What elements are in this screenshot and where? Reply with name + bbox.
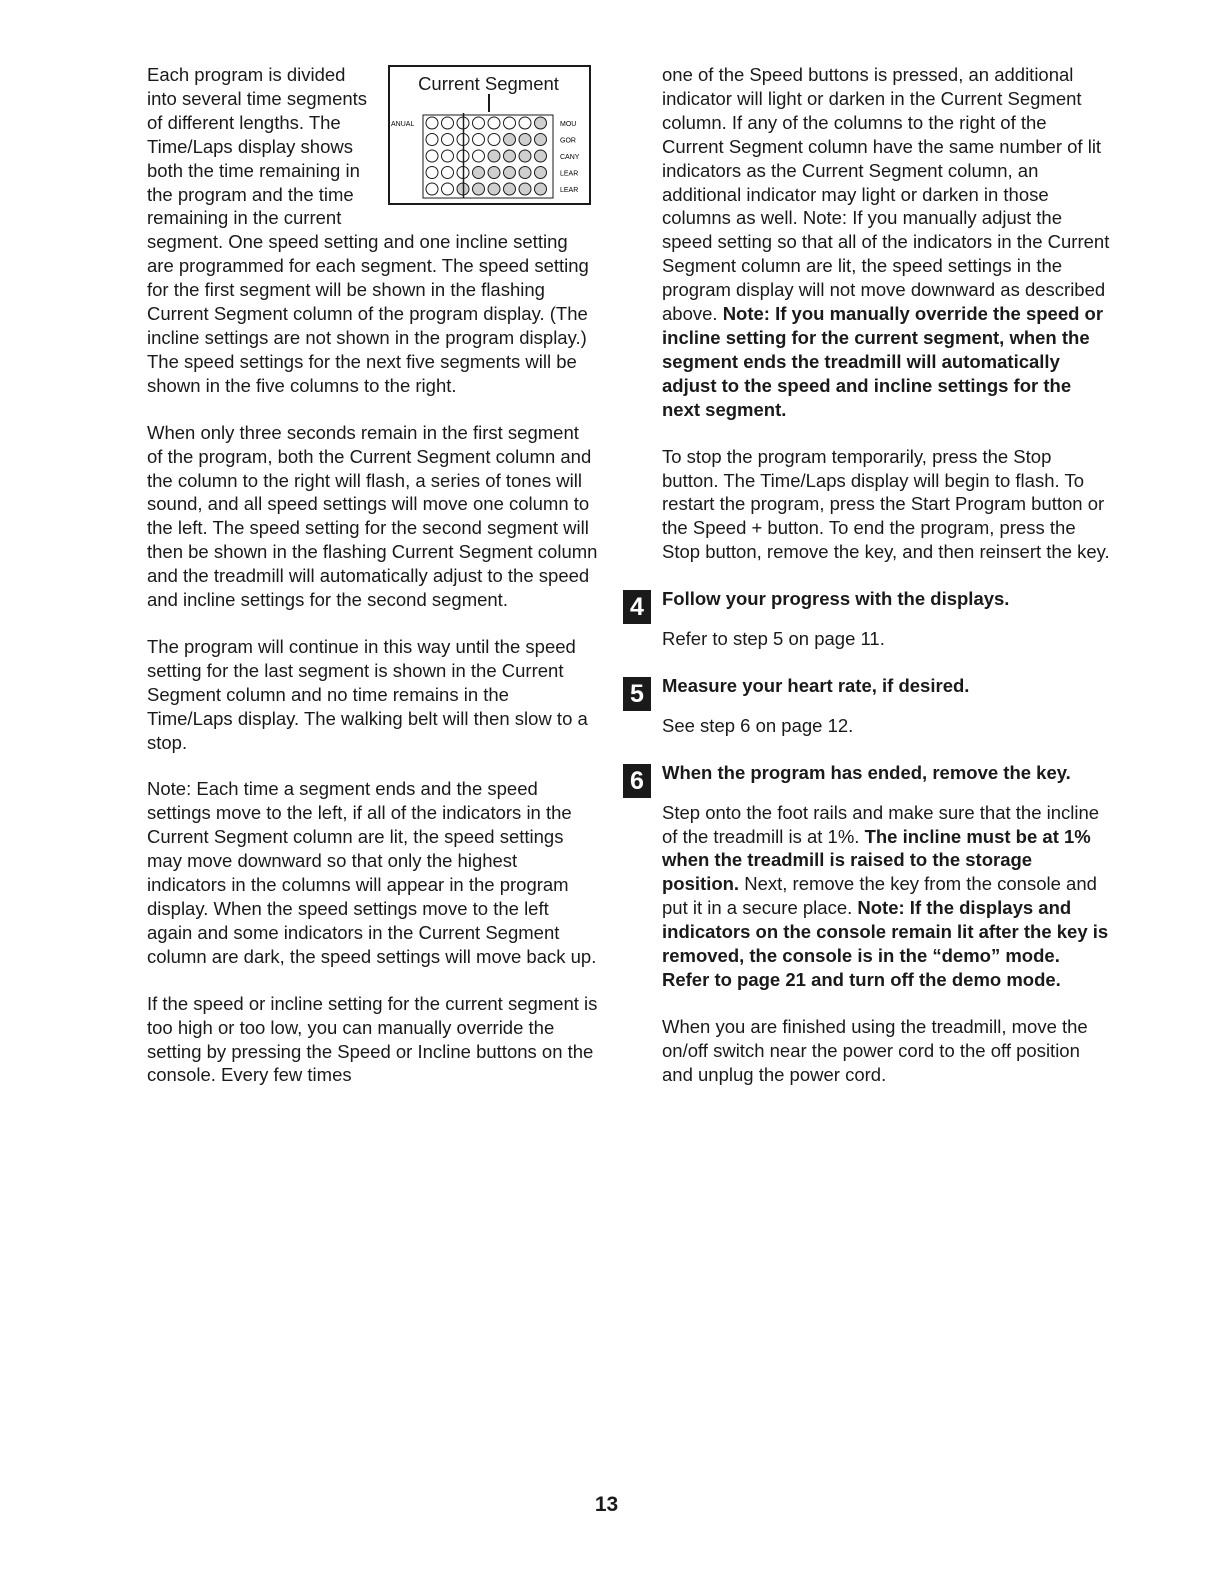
indicator-light — [504, 134, 516, 146]
indicator-light — [488, 134, 500, 146]
indicator-light — [504, 117, 516, 129]
step-title: Follow your progress with the displays. — [662, 588, 1010, 610]
step-5-text: See step 6 on page 12. — [662, 714, 854, 736]
figure-pointer-line — [488, 94, 490, 112]
paragraph-program-end: The program will continue in this way until the speed setting for the last segment is shown in the Current Segment column and no time remains in the Time/Laps display. The walking belt will then slow to a stop. — [147, 635, 588, 753]
step-number-badge: 4 — [623, 590, 651, 624]
step-title: Measure your heart rate, if desired. — [662, 674, 970, 696]
paragraph-stop-program: To stop the program temporarily, press the Stop button. The Time/Laps display will begin to flash. To restart the program, press the Start Program button or the Speed + button. To end the program, press the Stop button, remove the key, and then reinsert the key. — [662, 445, 1110, 563]
step-number-badge: 5 — [623, 677, 651, 711]
paragraph-manual-override: If the speed or incline setting for the current segment is too high or too low, you can manually override the setting by pressing the Speed or Incline buttons on the console. Every few times — [147, 992, 598, 1086]
indicator-light — [426, 167, 438, 179]
program-label: LEAR — [560, 170, 579, 178]
indicator-light — [519, 134, 531, 146]
indicator-light — [442, 167, 454, 179]
indicator-light — [535, 150, 547, 162]
indicator-light — [442, 117, 454, 129]
program-label: ANUAL — [391, 121, 415, 128]
intro-paragraph: Current Segment ANUAL MOU GOR CANY LEAR LEAR Each program is divided into several time segments of different lengths. The Time/Laps display shows both the time remaining in the program and the time remaining in the current segment. One speed setting and one incline setting are programmed for each segment. The speed setting for the first segment will be shown in the flashing Current Segment column of the program display. (The incline settings are not shown in the program display.) The speed settings for the next five segments will be shown in the five columns to the right. — [147, 63, 599, 398]
indicator-light — [519, 183, 531, 195]
indicator-light — [426, 134, 438, 146]
indicator-light — [519, 150, 531, 162]
paragraph-finish: When you are finished using the treadmill, move the on/off switch near the power cord to the off position and unplug the power cord. — [662, 1015, 1088, 1085]
left-column — [147, 63, 599, 1110]
indicator-light — [473, 117, 485, 129]
program-label: LEAR — [560, 187, 579, 194]
indicator-light — [488, 167, 500, 179]
step-4 — [630, 587, 1112, 622]
indicator-light — [519, 117, 531, 129]
indicator-light — [519, 167, 531, 179]
indicator-light — [504, 167, 516, 179]
indicator-light — [488, 183, 500, 195]
indicator-light — [504, 183, 516, 195]
indicator-light — [473, 150, 485, 162]
current-segment-figure — [388, 65, 589, 205]
indicator-light — [473, 167, 485, 179]
indicator-light — [426, 183, 438, 195]
program-label: CANY — [560, 154, 580, 161]
indicator-light — [535, 167, 547, 179]
step-title: When the program has ended, remove the key. — [662, 761, 1071, 783]
step-4-text: Refer to step 5 on page 11. — [662, 628, 885, 650]
page-number: 13 — [594, 1493, 619, 1516]
indicator-light — [535, 134, 547, 146]
indicator-light — [504, 150, 516, 162]
indicator-light — [426, 150, 438, 162]
paragraph-note-indicators: Note: Each time a segment ends and the speed settings move to the left, if all of the indicators in the Current Segment column are lit, the speed settings may move downward so that only the highest indicators in the columns will appear in the program display. When the speed settings move to the left again and some indicators in the Current Segment column are dark, the speed settings will move back up. — [147, 778, 597, 967]
indicator-light — [473, 134, 485, 146]
program-label: GOR — [560, 137, 576, 145]
step-6 — [630, 761, 1112, 795]
program-label: MOU — [560, 121, 577, 128]
indicator-light — [535, 117, 547, 129]
program-display-indicators — [388, 113, 589, 203]
indicator-light — [442, 150, 454, 162]
indicator-light — [442, 134, 454, 146]
indicator-light — [535, 183, 547, 195]
step-6-text: Step onto the foot rails and make sure that the incline of the treadmill is at 1%. The incline must be at 1% when the treadmill is raised to the storage position. Next, remove the key from the console and put it in a secure place. Note: If the displays and indicators on the console remain lit after the key is removed, the console is in the “demo” mode. Refer to page 21 and turn off the demo mode. — [662, 801, 1109, 990]
indicator-light — [426, 117, 438, 129]
paragraph-segment-change: When only three seconds remain in the first segment of the program, both the Current Segment column and the column to the right will flash, a series of tones will sound, and all speed settings will move one column to the left. The speed setting for the second segment will then be shown in the flashing Current Segment column and the treadmill will automatically adjust to the speed and incline settings for the second segment. — [147, 421, 598, 611]
step-number-badge: 6 — [623, 764, 651, 798]
step-5 — [630, 674, 1112, 708]
indicator-light — [473, 183, 485, 195]
right-column — [630, 63, 1112, 1110]
indicator-light — [442, 183, 454, 195]
figure-title: Current Segment — [418, 73, 559, 94]
indicator-light — [488, 150, 500, 162]
paragraph-speed-buttons: one of the Speed buttons is pressed, an additional indicator will light or darken in the Current Segment column. If any of the columns to the right of the Current Segment column have the same number of lit indicators as the Current Segment column, an additional indicator may light or darken in those columns as well. Note: If you manually adjust the speed setting so that all of the indicators in the Current Segment column are lit, the speed settings in the program display will not move downward as described above. Note: If you manually override the speed or incline setting for the current segment, when the segment ends the treadmill will automatically adjust to the speed and incline settings for the next segment. — [662, 64, 1110, 420]
indicator-light — [488, 117, 500, 129]
